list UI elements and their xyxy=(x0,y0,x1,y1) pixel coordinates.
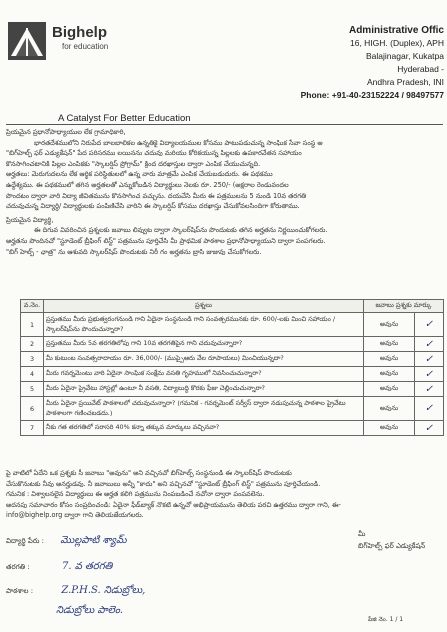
student-name-row xyxy=(6,534,127,548)
school-value-2[interactable]: నిడుబ్రోలు పాలెం. xyxy=(56,605,124,616)
check-mark-icon[interactable]: ✓ xyxy=(415,367,444,382)
row-answer: అవును xyxy=(364,367,415,382)
intro-line: కొనసాగించటానికి పిల్లల ఎంపికకు "స్కాలర్షిప్ ప్రోగ్రామ్" క్రింద దరఖాస్తుల ద్వారా ఎంపిక చేయుచున్నది. xyxy=(6,159,261,168)
row-number: 5 xyxy=(21,382,44,397)
row-question: మీరు గవర్నమెంటు వారి ఏదైనా సాంఘిక సంక్షేమ వసతి గృహములో నివసించుచున్నారా? xyxy=(44,367,364,382)
phone-number: Phone: +91-40-23152224 / 98497577 xyxy=(300,90,444,100)
note-line: చేసుకొనుటకు నీవు అనర్హుడవు. నీ జవాబులు అన్నీ "కాదు" అని వచ్చినచో "స్టూడెంట్ బ్రీఫింగ్ లిస్ట్" పత్రమును పూర్తిచేయండి. xyxy=(6,479,321,488)
brand-subtitle: for education xyxy=(62,42,109,51)
intro-line: చదువుచున్న విద్యార్థి/ విద్యార్థులకు పంపిణిచేసి వారిని ఈ స్కాలర్షిప్ కోసము దరఖాస్తు చేసుకోవలసిందిగా కోరుతాము. xyxy=(6,202,300,211)
col-header-answer: జవాబు ప్రశ్నకు మార్కు xyxy=(364,300,444,313)
row-answer: అవును xyxy=(364,421,415,436)
row-answer: అవును xyxy=(364,313,415,337)
intro-line: "బిగ్‌హెల్ప్ ఫర్ ఎడ్యుకేషన్" పేద పరిసరము లయినను చదువు మరియు కోరికయున్న పిల్లలకు ఉపకారవేతన సహాయం xyxy=(6,149,302,158)
table-header-row xyxy=(21,300,444,313)
intro-line: పొందటం ద్వారా వారి విద్యా జీవితమును కొనసాగించ వచ్చును. దయచేసి మీరు ఈ పత్రములను 5 నుండి 10వ తరగతి xyxy=(6,191,307,200)
check-mark-icon[interactable]: ✓ xyxy=(415,421,444,436)
row-question: ప్రస్తుతము మీరు 5వ తరగతిలోపు గాని 10వ తరగతిపైన గాని చదువుచున్నారా? xyxy=(44,337,364,352)
table-row xyxy=(21,352,444,367)
row-question: మీరు ఏదైనా ప్రయివేట్ పాఠశాలలో చదువుచున్నారా? (గమనిక - గవర్నమెంట్ సర్వీస్ ద్వారా నడుపుచున్న పాఠశాల ప్రైవేటు పాఠశాలగా గణించబడదు.) xyxy=(44,397,364,421)
page-footer: పేజి నెం. 1 / 1 xyxy=(368,616,404,623)
col-header-question: ప్రశ్నలు xyxy=(44,300,364,313)
row-number: 4 xyxy=(21,367,44,382)
address-line: Balajinagar, Kukatpa xyxy=(366,51,444,61)
table-row xyxy=(21,382,444,397)
signature-label: మీ xyxy=(358,530,366,538)
student-intro-line: ఈ దిగువ వివరించిన ప్రశ్నలకు జవాబు లివ్వుట ద్వారా స్కాలర్‌షిప్‌ను పొందుటకు తగిన అర్హతను నిర్ణయించుకోగలరు. xyxy=(34,226,328,235)
row-number: 3 xyxy=(21,352,44,367)
row-question: మీ కుటుంబ సంవత్సరాదాయం రూ. 36,000/- (ముప్పైఆరు వేల రూపాయలు) మించియున్నదా? xyxy=(44,352,364,367)
intro-line: అర్హతలు: మెరుగుదలను లేక ఆర్థిక పరిస్థితులలో ఉన్న వారు మాత్రమే ఎంపిక చేయబడుదురు. ఈ పథకము xyxy=(6,170,273,179)
check-mark-icon[interactable]: ✓ xyxy=(415,313,444,337)
table-row xyxy=(21,421,444,436)
table-row xyxy=(21,367,444,382)
signature-org: బిగ్‌హెల్ప్ ఫర్ ఎడ్యుకేషన్ xyxy=(358,542,426,550)
greeting: ప్రియమైన ప్రధానోపాధ్యాయుల లేక గ్రామాధికారి, xyxy=(6,128,126,136)
row-answer: అవును xyxy=(364,397,415,421)
student-intro-line: అర్హతను పొందినచో "స్టూడెంట్ బ్రీఫింగ్ లిస్ట్" పత్రమును పూర్తిచేసి మీ ప్రాథమిక పాఠశాల ప్రధానోపాధ్యాయుని ద్వారా పంపగలరు. xyxy=(6,236,326,245)
table-row xyxy=(21,397,444,421)
address-line: Hyderabad - xyxy=(397,64,444,74)
intro-line: భారతదేశములోని నిరుపేద బాలబాలికల ఉన్నతికై విద్యాలయముల కోసము పాటుపడుచున్న సాంఘిక సేవా సంస్థ అ xyxy=(34,138,323,147)
row-number: 7 xyxy=(21,421,44,436)
check-mark-icon[interactable]: ✓ xyxy=(415,352,444,367)
check-mark-icon[interactable]: ✓ xyxy=(415,397,444,421)
student-greeting: ప్రియమైన విద్యార్థి, xyxy=(6,215,54,224)
check-mark-icon[interactable]: ✓ xyxy=(415,382,444,397)
brand-name: Bighelp xyxy=(52,24,107,41)
note-line: info@bighelp.org ద్వారా గాని తెలియజేయగలరు. xyxy=(6,511,144,520)
class-label: తరగతి : xyxy=(6,563,30,571)
row-answer: అవును xyxy=(364,337,415,352)
row-question: నీకు గత తరగతిలో సరాసరి 40% కన్నా తక్కువ మార్కులు వచ్చినవా? xyxy=(44,421,364,436)
row-number: 6 xyxy=(21,397,44,421)
header-divider xyxy=(6,124,443,125)
class-row xyxy=(6,560,112,574)
check-mark-icon[interactable]: ✓ xyxy=(415,337,444,352)
eligibility-table xyxy=(20,299,444,436)
table-row xyxy=(21,337,444,352)
school-value[interactable]: Z.P.H.S. నిడుబ్రోలు, xyxy=(61,585,146,596)
row-question: ప్రస్తుతము మీరు ప్రభుత్వరంగనుండి గాని ఏదైనా సంస్థనుండి గాని సంవత్సరమునకు రూ. 600/-లకు మించి సహాయం / స్కాలర్‌షిప్‌ను పొందుచున్నారా? xyxy=(44,313,364,337)
school-label: పాఠశాల : xyxy=(6,587,34,595)
address-block xyxy=(254,24,444,102)
row-answer: అవును xyxy=(364,382,415,397)
note-line: అదనపు సమాచారం కోసం సంప్రదించండి: ఏదైనా ఫీడ్‌బ్యాక్ నొకటి ఉన్నచో అభిప్రాయమును తెలియ పరచి ఉత్తరము ద్వారా గాని, ఈ- xyxy=(6,500,341,509)
note-line: గమనిక : విశ్వాలనలైన విద్యార్థులు ఈ అర్హత కలిగి పత్రమును నింపబడించే నచోనా ద్వారా పంపవలెను. xyxy=(6,490,265,499)
note-line: పై వాటిలో ఏదేని ఒక ప్రశ్నకు సీ జవాబు "అవును" అని వచ్చినచో బిగ్‌హెల్ప్ సంస్థనుండి ఈ స్కాలర్‌షిప్ పొందుటకు xyxy=(6,469,292,477)
intro-line: ఉద్దేశ్యము. ఈ పథకములో తగిన అర్హతలతో ఎన్నుకోబడిన విద్యార్థులు నెలకు రూ. 250/- (అక్షరాల రెండువందల xyxy=(6,180,289,189)
row-question: మీరు ఏదైనా ప్రైవేటు హాస్టల్లో ఉంటూ నీ వసతి, విద్యాబుద్ధి కొరకు ఫీజు చెల్లించుచున్నారా? xyxy=(44,382,364,397)
student-intro-line: "బిగ్ హెల్ప్ - ఛాత్ర" ను ఆశువది స్కాలర్‌షిప్ పొందుటకు నిరీ గం అర్హతను బ్రాసి జుజువు చేసుకోగలరు. xyxy=(6,247,262,256)
row-number: 2 xyxy=(21,337,44,352)
table-row xyxy=(21,313,444,337)
class-value[interactable]: 7. వ తరగతి xyxy=(61,561,113,572)
letter-intro xyxy=(6,127,444,257)
notes-block xyxy=(6,468,444,521)
col-header-no: వ.నెం. xyxy=(21,300,44,313)
bighelp-logo xyxy=(8,22,46,60)
row-answer: అవును xyxy=(364,352,415,367)
address-line: 16, HIGH. (Duplex), APH xyxy=(349,38,444,48)
logo-icon xyxy=(8,22,46,60)
tagline: A Catalyst For Better Education xyxy=(58,113,191,124)
student-name-value[interactable]: మొల్లపాటి శ్యామ్ xyxy=(60,535,127,546)
school-row-2 xyxy=(56,604,123,618)
row-number: 1 xyxy=(21,313,44,337)
address-line: Andhra Pradesh, INI xyxy=(366,77,444,87)
address-title: Administrative Offic xyxy=(348,25,444,36)
school-row xyxy=(6,584,145,598)
student-name-label: విద్యార్థి పేరు : xyxy=(6,537,44,545)
